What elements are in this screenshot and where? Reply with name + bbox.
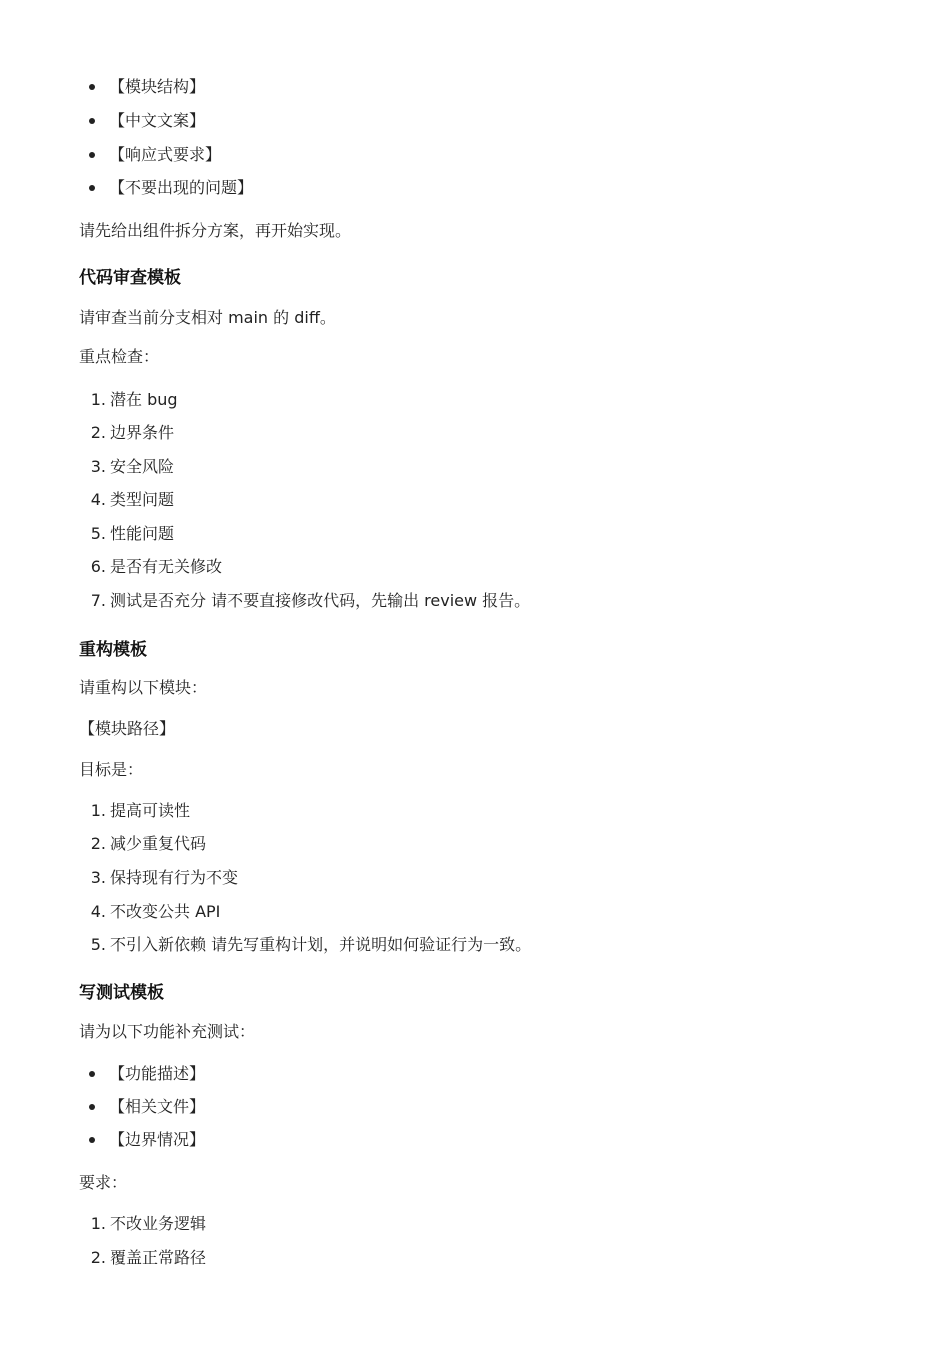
list-number: 2. bbox=[90, 834, 106, 853]
bullet-dot bbox=[89, 1137, 95, 1143]
list-item: 保持现有行为不变 bbox=[110, 868, 239, 887]
paragraph: 请为以下功能补充测试： bbox=[79, 1022, 256, 1041]
list-number: 1. bbox=[90, 801, 106, 820]
list-number: 4. bbox=[90, 490, 106, 509]
bullet-dot bbox=[89, 84, 95, 90]
section-heading-code-review: 代码审查模板 bbox=[79, 268, 181, 288]
list-number: 5. bbox=[90, 935, 106, 954]
bullet-dot bbox=[89, 1071, 95, 1077]
list-number: 4. bbox=[90, 902, 106, 921]
list-item: 【模块结构】 bbox=[109, 77, 206, 96]
section-heading-tests: 写测试模板 bbox=[79, 983, 164, 1003]
list-number: 1. bbox=[90, 1214, 106, 1233]
list-number: 3. bbox=[90, 457, 106, 476]
section-heading-refactor: 重构模板 bbox=[79, 640, 147, 660]
list-item: 【相关文件】 bbox=[109, 1097, 206, 1116]
list-item: 类型问题 bbox=[110, 490, 175, 509]
list-item: 【边界情况】 bbox=[109, 1130, 206, 1149]
paragraph: 请重构以下模块： bbox=[79, 678, 208, 697]
list-item: 【响应式要求】 bbox=[109, 145, 222, 164]
bullet-dot bbox=[89, 185, 95, 191]
paragraph-label: 目标是： bbox=[79, 760, 144, 779]
list-number: 2. bbox=[90, 423, 106, 442]
list-item: 【中文文案】 bbox=[109, 111, 206, 130]
list-item: 边界条件 bbox=[110, 423, 175, 442]
list-number: 1. bbox=[90, 390, 106, 409]
list-item: 减少重复代码 bbox=[110, 834, 207, 853]
list-item: 是否有无关修改 bbox=[110, 557, 223, 576]
list-number: 3. bbox=[90, 868, 106, 887]
list-number: 7. bbox=[90, 591, 106, 610]
paragraph-label: 重点检查： bbox=[79, 347, 160, 366]
list-item: 【不要出现的问题】 bbox=[109, 178, 254, 197]
list-item: 不改业务逻辑 bbox=[110, 1214, 207, 1233]
list-number: 5. bbox=[90, 524, 106, 543]
list-item: 安全风险 bbox=[110, 457, 175, 476]
list-item: 不引入新依赖 请先写重构计划，并说明如何验证行为一致。 bbox=[110, 935, 532, 954]
paragraph: 请审查当前分支相对 main 的 diff。 bbox=[79, 308, 336, 327]
paragraph-label: 要求： bbox=[79, 1173, 128, 1192]
paragraph: 请先给出组件拆分方案，再开始实现。 bbox=[79, 221, 352, 240]
list-item: 测试是否充分 请不要直接修改代码，先输出 review 报告。 bbox=[110, 591, 531, 610]
bullet-dot bbox=[89, 152, 95, 158]
list-item: 不改变公共 API bbox=[110, 902, 221, 921]
bullet-dot bbox=[89, 1104, 95, 1110]
list-item: 覆盖正常路径 bbox=[110, 1248, 207, 1267]
list-item: 提高可读性 bbox=[110, 801, 191, 820]
bullet-dot bbox=[89, 118, 95, 124]
list-item: 潜在 bug bbox=[110, 390, 178, 409]
list-number: 2. bbox=[90, 1248, 106, 1267]
list-number: 6. bbox=[90, 557, 106, 576]
paragraph: 【模块路径】 bbox=[79, 719, 176, 738]
list-item: 性能问题 bbox=[110, 524, 175, 543]
list-item: 【功能描述】 bbox=[109, 1064, 206, 1083]
